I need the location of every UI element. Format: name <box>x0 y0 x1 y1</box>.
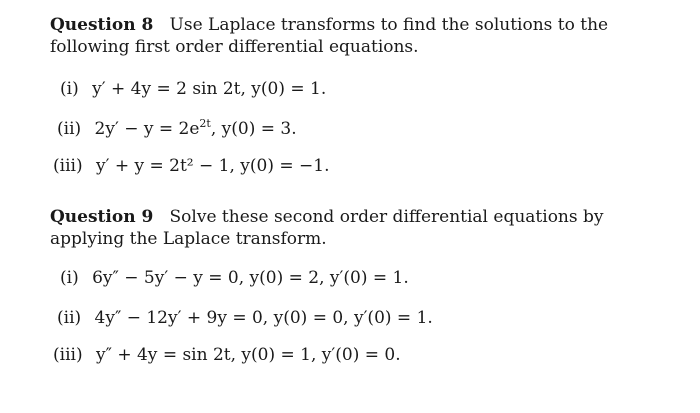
question-9-heading <box>50 206 680 250</box>
equation: y″ + 4y = sin 2t, y(0) = 1, y′(0) = 0. <box>95 345 401 365</box>
item-number: (ii) <box>57 308 82 328</box>
question-9-item-2 <box>57 308 433 328</box>
question-9-item-3 <box>53 345 401 365</box>
question-9 <box>50 206 680 250</box>
question-8-item-2 <box>57 119 297 139</box>
equation: 6y″ − 5y′ − y = 0, y(0) = 2, y′(0) = 1. <box>92 268 409 288</box>
equation: 4y″ − 12y′ + 9y = 0, y(0) = 0, y′(0) = 1. <box>94 308 433 328</box>
question-8-heading <box>50 14 680 58</box>
item-number: (iii) <box>53 345 83 365</box>
item-number: (i) <box>60 79 79 99</box>
equation: y′ + y = 2t² − 1, y(0) = −1. <box>95 156 330 176</box>
question-8-label: Question 8 <box>50 15 154 35</box>
question-8 <box>50 14 680 58</box>
equation: $2y' - y = 2e^{2t}$, y(0) = 3. <box>94 117 297 139</box>
question-8-text: Use Laplace transforms to find the solutions to the following first order differential equations. <box>50 15 609 57</box>
question-9-item-1 <box>60 268 409 288</box>
question-9-label: Question 9 <box>50 207 154 227</box>
item-number: (ii) <box>57 119 82 139</box>
item-number: (i) <box>60 268 79 288</box>
question-9-text: Solve these second order differential equations by applying the Laplace transform. <box>50 207 604 249</box>
item-number: (iii) <box>53 156 83 176</box>
question-8-item-3 <box>53 156 330 176</box>
question-8-item-1 <box>60 79 326 99</box>
equation: y′ + 4y = 2 sin 2t, y(0) = 1. <box>92 79 327 99</box>
